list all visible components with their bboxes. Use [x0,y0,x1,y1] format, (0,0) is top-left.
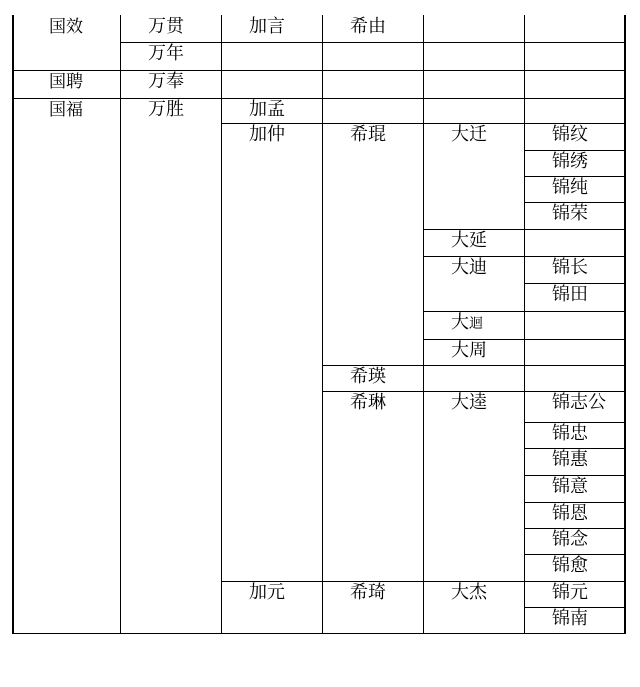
row-separator [524,311,625,312]
row-separator [221,42,323,43]
row-separator [322,42,424,43]
row-separator [13,70,121,71]
cell-gen6: 锦惠 [552,449,588,470]
cell-gen6: 锦纯 [552,177,588,198]
table-border-right [624,15,626,634]
row-separator [524,365,625,366]
cell-gen3: 加元 [249,582,285,603]
cell-gen5: 大延 [451,230,487,251]
cell-gen6: 锦荣 [552,203,588,224]
column-separator [120,15,121,633]
column-separator [221,15,222,633]
cell-gen1: 国效 [49,17,83,37]
row-separator [423,365,525,366]
row-separator [423,311,525,312]
cell-gen6: 锦绣 [552,151,588,172]
row-separator [423,98,525,99]
cell-gen6: 锦志公 [552,392,606,413]
cell-gen3: 加仲 [249,124,285,145]
row-separator [423,42,525,43]
cell-gen4: 希由 [350,16,386,37]
table-border-bottom [12,633,626,634]
cell-gen6: 锦南 [552,608,588,629]
cell-gen3: 加言 [249,16,285,37]
column-separator [423,15,424,633]
cell-gen2: 万年 [148,43,184,64]
cell-gen6: 锦愈 [552,555,588,576]
cell-gen4: 希琦 [350,582,386,603]
row-separator [524,70,625,71]
row-separator [423,70,525,71]
cell-gen5: 大杰 [451,582,487,603]
cell-gen2: 万胜 [148,99,184,120]
cell-gen4: 希琨 [350,124,386,145]
cell-gen1: 国聘 [49,72,83,92]
cell-gen6: 锦元 [552,582,588,603]
cell-gen5: 大迴 [451,312,483,333]
cell-gen4: 希瑛 [350,366,386,387]
table-border-left [12,15,14,634]
row-separator [322,98,424,99]
row-separator [13,98,121,99]
cell-gen6: 锦纹 [552,124,588,145]
cell-gen6: 锦忠 [552,423,588,444]
cell-gen2: 万奉 [148,71,184,92]
cell-gen3: 加孟 [249,99,285,120]
column-separator [322,15,323,633]
cell-gen6: 锦念 [552,529,588,550]
cell-gen6: 锦意 [552,476,588,497]
cell-gen4: 希琳 [350,392,386,413]
cell-gen5: 大迁 [451,124,487,145]
cell-gen1: 国福 [49,100,83,120]
cell-gen2: 万贯 [148,16,184,37]
cell-gen6: 锦恩 [552,503,588,524]
cell-small-glyph: 迴 [469,316,483,332]
cell-gen6: 锦田 [552,284,588,305]
row-separator [524,98,625,99]
row-separator [524,42,625,43]
row-separator [221,70,323,71]
column-separator [524,15,525,633]
cell-gen5: 大周 [451,340,487,361]
cell-gen6: 锦长 [552,257,588,278]
row-separator [524,229,625,230]
cell-gen5: 大逵 [451,392,487,413]
cell-gen5: 大迪 [451,257,487,278]
row-separator [322,70,424,71]
row-separator [524,339,625,340]
